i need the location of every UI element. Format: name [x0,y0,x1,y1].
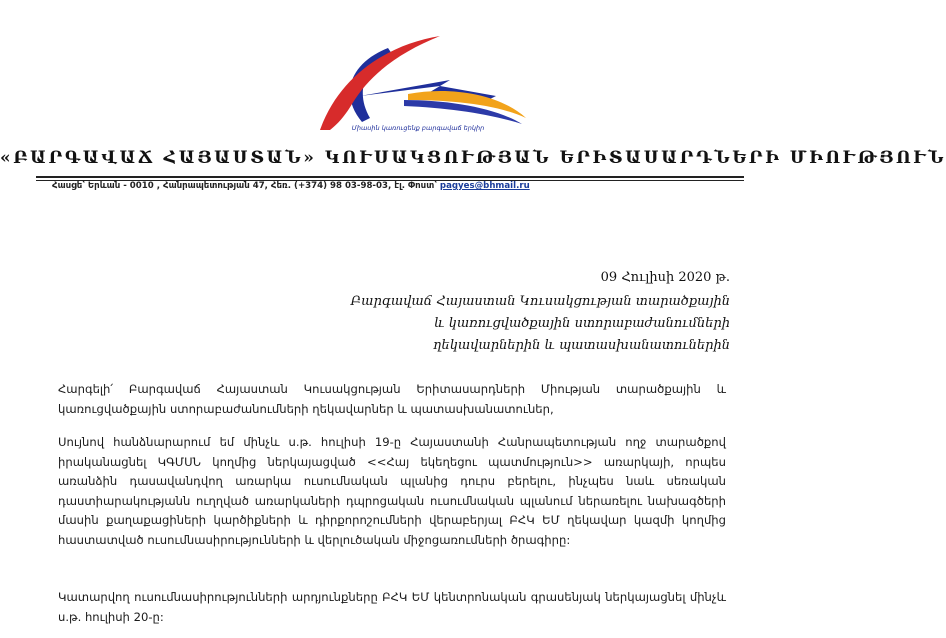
logo-red-swoosh [320,36,440,130]
letter-date: 09 Հուլիսի 2020 թ. [600,270,730,285]
salutation-paragraph: Հարգելի՛ Բարգավաճ Հայաստան Կուսակցության Երիտասարդների Միության տարածքային և կառուցվածքային ստորաբաժանումների ղեկավարներ և պատասխանատուներ, [58,382,726,416]
address-text: Հասցե՝ Երևան - 0010 , Հանրապետության 47, Հեռ. (+374) 98 03-98-03, էլ. Փոստ՝ [52,181,437,191]
logo-blue-wing [404,100,522,124]
logo-emblem [300,34,530,134]
instruction-paragraph: Սույնով հանձնարարում եմ մինչև ս.թ. հուլիսի 19-ը Հայաստանի Հանրապետության ողջ տարածքով իրականացնել ԿԳՄՍՆ կողմից ներկայացված <<Հայ եկեղեցու պատմություն>> առարկայի, որպես առանձին դասավանդվող առարկա ուսումնական պլանից դուրս բերելու, ինչպես նաև սեռական դաստիարակությանն ուղղված առարկաների դպրոցական ուսումնական պլանում ներառելու նախագծերի մասին քաղաքացիների կարծիքների և դիրքորոշումների վերաբերյալ ԲՀԿ ԵՄ ղեկավար կազմի կողմից հաստատված ուսումնասիրությունների և վերլուծական միջոցառումների ծրագիրը: [58,435,726,547]
deadline-paragraph: Կատարվող ուսումնասիրությունների արդյունքները ԲՀԿ ԵՄ կենտրոնական գրասենյակ ներկայացնել մինչև ս.թ. հուլիսի 20-ը: [58,590,726,624]
email-link[interactable]: pagyes@bhmail.ru [439,181,530,191]
organization-name: «ԲԱՐԳԱՎԱՃ ՀԱՅԱՍՏԱՆ» ԿՈՒՍԱԿՑՈՒԹՅԱՆ ԵՐԻՏԱՍԱՐԴՆԵՐԻ ՄԻՈՒԹՅՈՒՆ [0,148,946,168]
addressee-block [351,291,730,357]
addressee-line: Բարգավաճ Հայաստան Կուսակցության տարածքային [350,294,730,309]
contact-line [52,181,752,191]
header-rule [36,176,744,178]
addressee-line: ղեկավարներին և պատասխանատուներին [433,338,730,353]
party-logo [300,34,530,134]
addressee-line: և կառուցվածքային ստորաբաժանումների [434,316,730,331]
logo-tagline: Միասին կառուցենք բարգավաճ երկիր [351,124,485,132]
